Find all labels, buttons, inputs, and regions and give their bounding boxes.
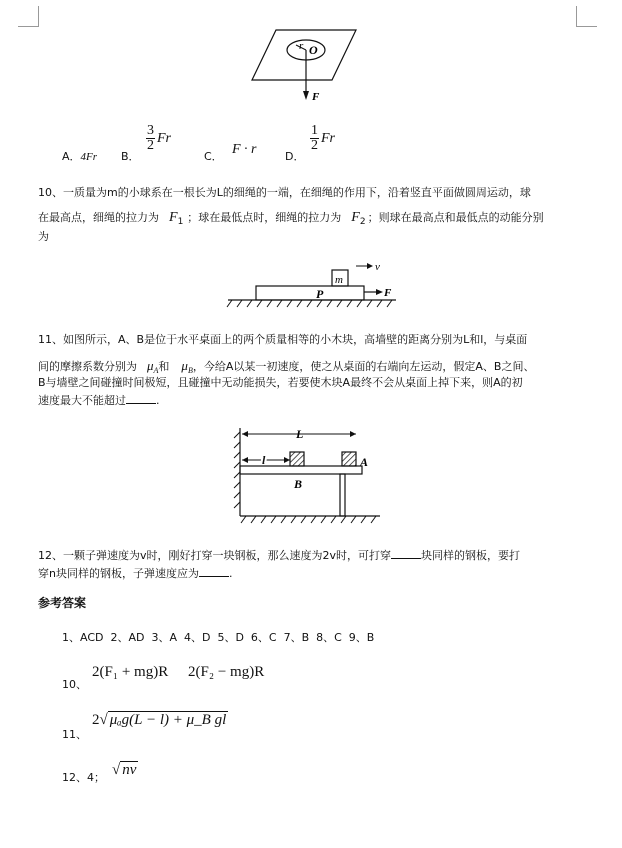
- q10-label-v: v: [375, 261, 380, 273]
- q12-line-2a: 穿n块同样的钢板，子弹速度应为: [38, 567, 199, 580]
- q11-line-4-text: 速度最大不能超过: [38, 394, 126, 407]
- q10-f2: F: [351, 210, 360, 225]
- q11-block-a: [342, 452, 356, 466]
- q11-mu-a: μ: [147, 358, 154, 373]
- q11-table-top: [240, 466, 362, 474]
- q9-option-d-num: 1: [311, 123, 318, 138]
- q11-line-3: B与墙壁之间碰撞时间极短，且碰撞中无动能损失，若要使木块A最终不会从桌面上掉下来，则A的初: [38, 376, 523, 389]
- answer-11-label: 11、: [62, 728, 87, 741]
- q11-figure: [232, 424, 388, 528]
- q9-option-d-formula: [310, 124, 335, 153]
- q10-line-2a: 在最高点，细绳的拉力为: [38, 211, 159, 224]
- q11-dim-l-right-arrow: [284, 457, 290, 463]
- q9-option-b-fraction: [146, 124, 155, 153]
- q9-option-b: [121, 147, 140, 166]
- q9-option-c: [204, 147, 223, 166]
- q12-line-2b: .: [228, 567, 233, 580]
- q11-wall-hatch: [234, 432, 240, 508]
- q9-option-a-letter: A．: [62, 150, 81, 163]
- q12-line-1b: 块同样的钢板，要打: [421, 549, 521, 562]
- q9-plane: [252, 30, 356, 80]
- answer-10-label: 10、: [62, 678, 87, 691]
- q10-line-1: 10、一质量为m的小球系在一根长为L的细绳的一端，在细绳的作用下，沿着竖直平面做圆周运动，球: [38, 186, 531, 199]
- q11-dim-L-right-arrow: [350, 431, 356, 437]
- q9-option-d-fraction: [310, 124, 319, 153]
- q11-label-l: l: [262, 453, 266, 467]
- q12-line-1a: 12、一颗子弹速度为v时，刚好打穿一块钢板，那么速度为2v时，可打穿: [38, 549, 392, 562]
- answer-12-label: 12、4；: [62, 771, 105, 784]
- q10-f2-sub: 2: [359, 217, 366, 228]
- corner-mark-right: [576, 6, 597, 27]
- q11-dim-L-left-arrow: [242, 431, 248, 437]
- q11-line-4: [38, 391, 160, 410]
- answers-line-1: 1、ACD 2、AD 3、A 4、D 5、D 6、C 7、B 8、C 9、B: [62, 631, 375, 644]
- q10-label-f: F: [384, 287, 392, 299]
- q9-option-a-value: 4Fr: [80, 151, 98, 163]
- q9-option-c-letter: C．: [204, 150, 223, 163]
- q9-option-b-den: 2: [147, 138, 154, 153]
- q10-f1-sub: 1: [177, 217, 184, 228]
- q11-line-2c: ，今给A以某一初速度，使之从桌面的右端向左运动，假定A、B之间、: [192, 360, 535, 373]
- answer-12-formula: [112, 762, 138, 779]
- q11-label-B: B: [294, 477, 303, 491]
- q9-option-b-formula: [146, 124, 171, 153]
- q10-line-2c: ；则球在最高点和最低点的动能分别: [367, 211, 544, 224]
- q11-answer-blank: [126, 391, 156, 404]
- answer-12-radicand: nv: [122, 762, 137, 778]
- q9-label-r: r: [299, 40, 304, 52]
- q10-line-3: 为: [38, 230, 49, 243]
- answer-11-formula: [92, 712, 228, 729]
- answers-heading: 参考答案: [38, 596, 87, 610]
- q10-ground-hatch: [227, 300, 392, 307]
- q9-force-arrowhead: [303, 91, 309, 100]
- q9-option-a: [62, 147, 97, 167]
- q10-line-2b: ；球在最低点时，细绳的拉力为: [187, 211, 342, 224]
- sqrt-icon: √: [112, 762, 121, 778]
- q12-line-1: [38, 546, 520, 565]
- answer-11-coef: 2: [92, 712, 100, 728]
- q11-line-2a: 间的摩擦系数分别为: [38, 360, 137, 373]
- q10-force-arrowhead: [376, 289, 383, 295]
- q10-board-p: [256, 286, 364, 300]
- q11-dim-l-left-arrow: [242, 457, 248, 463]
- q11-mu-b-sub: B: [187, 366, 193, 376]
- q11-label-L: L: [296, 427, 304, 441]
- q11-ground-hatch: [241, 516, 376, 523]
- q9-option-d: [285, 147, 304, 166]
- q11-line-1: 11、如图所示，A、B是位于水平桌面上的两个质量相等的小木块，高墙壁的距离分别为L和l，与桌面: [38, 333, 528, 346]
- q12-blank-1: [391, 546, 421, 559]
- q10-line-2: [38, 208, 544, 232]
- sqrt-icon: √: [99, 712, 108, 728]
- q11-line-4-end: .: [156, 394, 160, 407]
- q11-mu-b: μ: [181, 358, 188, 373]
- answer-10-expr-1: 2(F₁ + mg)R: [92, 664, 169, 680]
- q10-figure: [226, 260, 398, 314]
- q9-option-b-tail: Fr: [157, 130, 171, 146]
- q9-option-b-letter: B．: [121, 150, 140, 163]
- corner-mark-left: [18, 6, 39, 27]
- q9-figure: [248, 28, 358, 102]
- q9-label-f: F: [312, 91, 320, 102]
- q9-option-d-den: 2: [311, 138, 318, 153]
- q12-line-2: [38, 564, 232, 583]
- q11-mu-a-sub: A: [153, 366, 159, 376]
- q10-label-m: m: [335, 274, 343, 286]
- q9-option-c-value: F · r: [232, 142, 257, 157]
- q11-label-A: A: [360, 455, 369, 469]
- q9-label-o: O: [309, 43, 318, 57]
- q10-f1: F: [169, 210, 178, 225]
- answer-11-radicand: μₐg(L − l) + μ_B gl: [109, 712, 227, 728]
- answer-10-expr-2: 2(F₂ − mg)R: [188, 664, 265, 680]
- q9-option-d-letter: D．: [285, 150, 305, 163]
- q9-option-b-num: 3: [147, 123, 154, 138]
- q11-line-2b: 和: [158, 360, 170, 373]
- q10-label-p: P: [316, 287, 324, 301]
- q9-option-d-tail: Fr: [321, 130, 335, 146]
- q11-block-b: [290, 452, 304, 466]
- q12-blank-2: [199, 564, 229, 577]
- q11-table-leg: [340, 474, 345, 516]
- q10-velocity-arrowhead: [367, 263, 373, 269]
